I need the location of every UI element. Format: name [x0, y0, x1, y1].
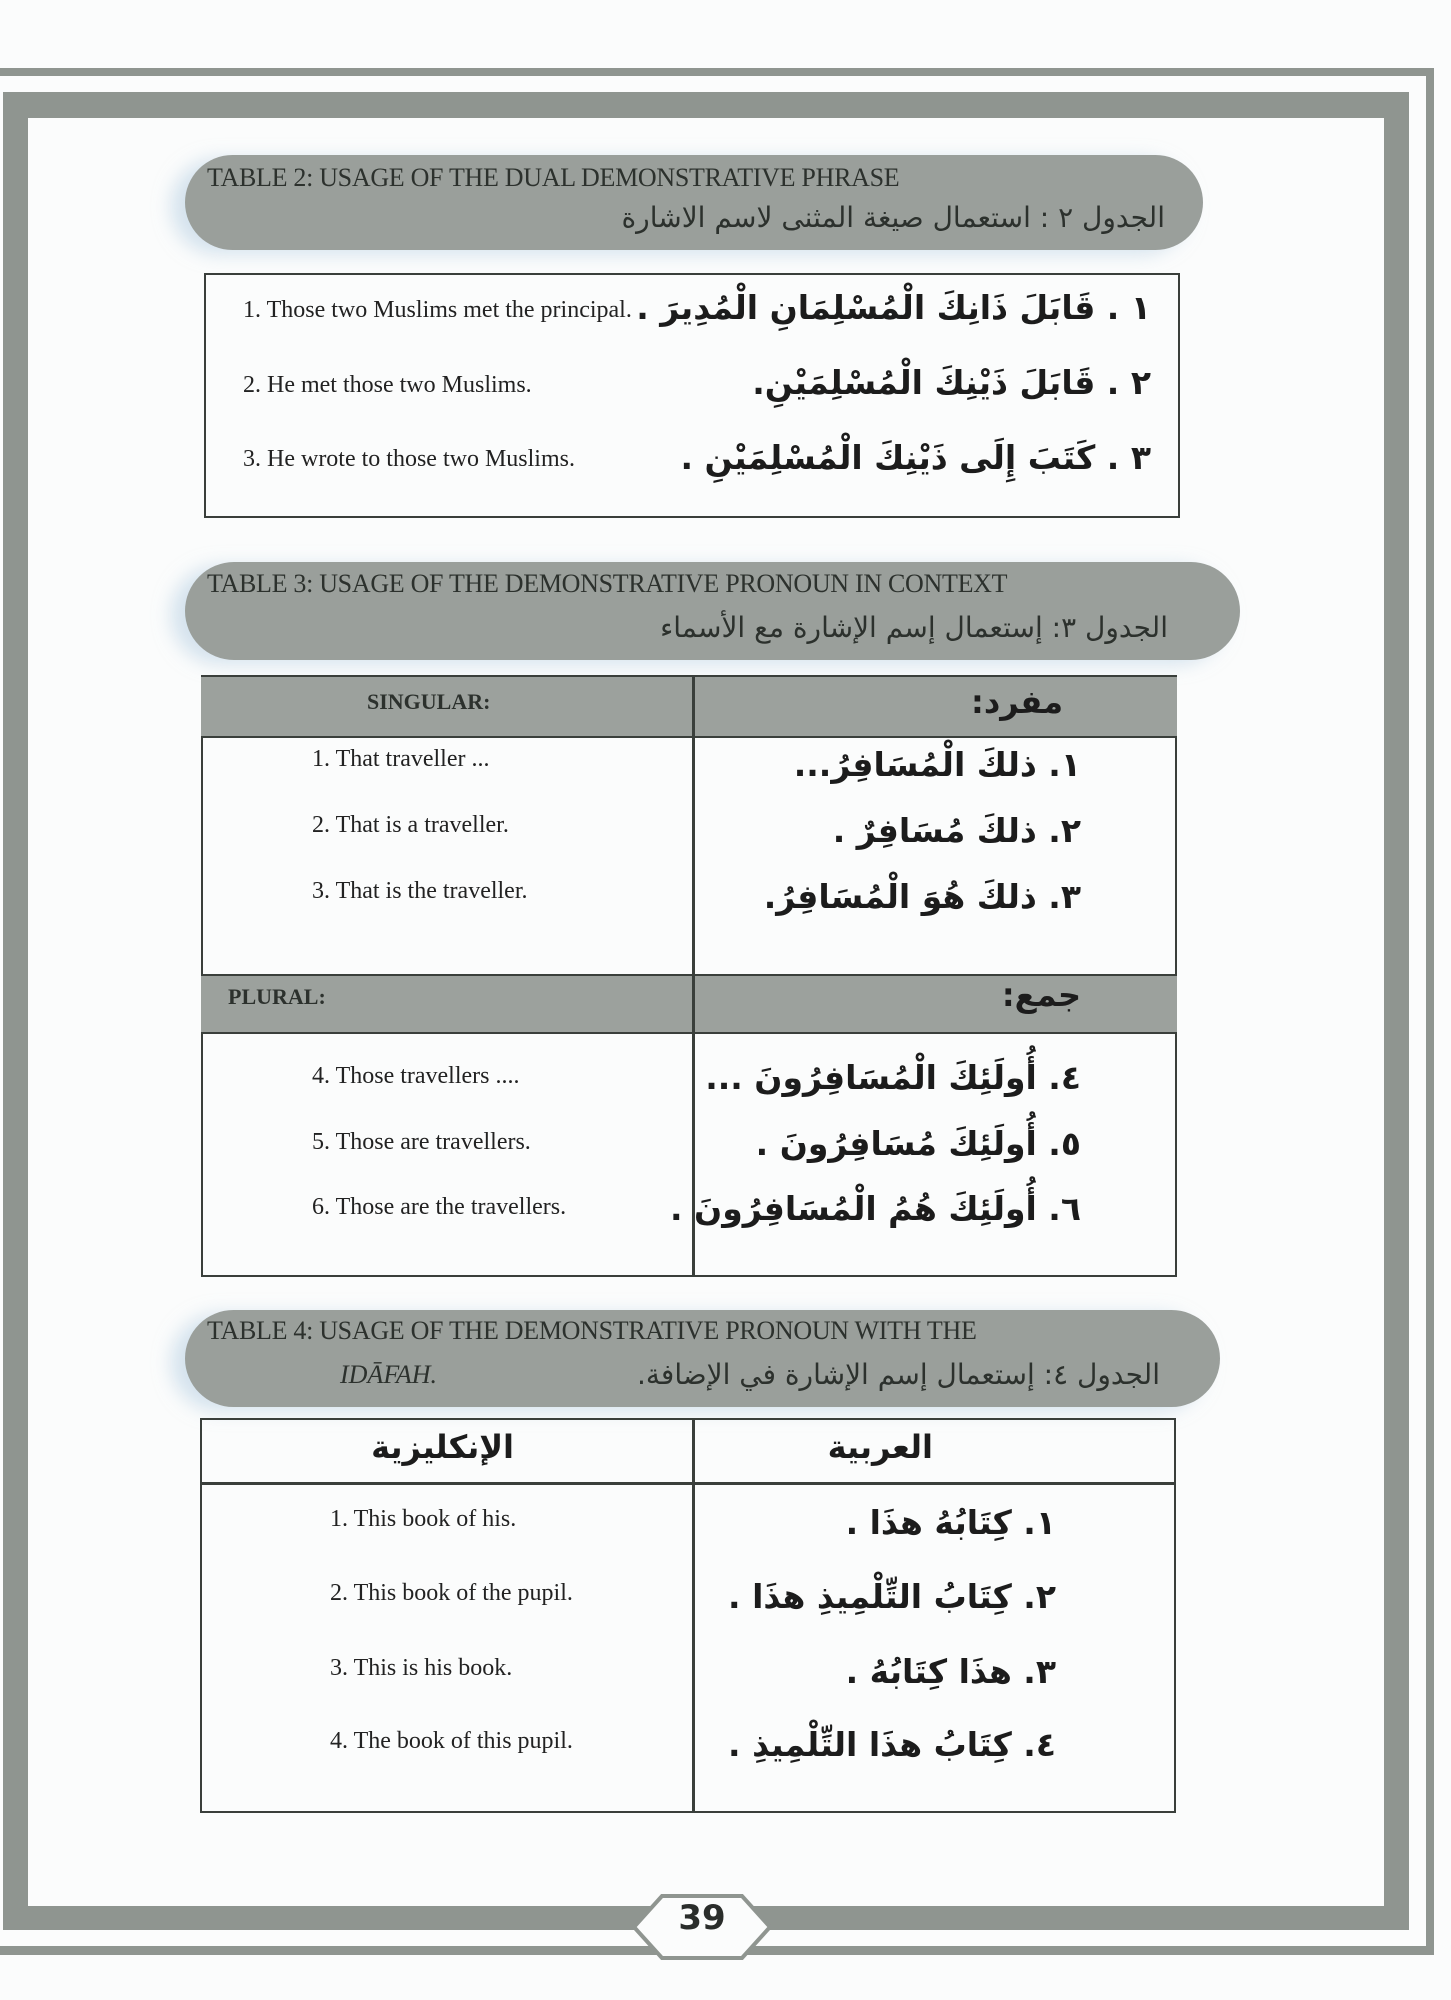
table-2-row-1-en: 1. Those two Muslims met the principal.	[243, 297, 632, 323]
table-4-title-ar: الجدول ٤: إستعمال إسم الإشارة في الإضافة.	[637, 1358, 1160, 1391]
table-2-title-ar: الجدول ٢ : استعمال صيغة المثنى لاسم الاشارة	[621, 201, 1165, 234]
table-4-title-en: TABLE 4: USAGE OF THE DEMONSTRATIVE PRONOUN WITH THE	[207, 1316, 977, 1345]
table-4-header-english-col: الإنكليزية	[371, 1428, 514, 1466]
table-3-row-5-en: 5. Those are travellers.	[312, 1129, 531, 1155]
table-4-row-3-ar: ٣. هذَا كِتَابُهُ .	[845, 1652, 1056, 1691]
table-4-title-en-line2: IDĀFAH.	[340, 1360, 438, 1389]
table-2-title-banner	[185, 155, 1203, 250]
table-4-row-2-en: 2. This book of the pupil.	[330, 1580, 573, 1606]
table-4-row-3-en: 3. This is his book.	[330, 1655, 513, 1681]
table-3-title-en: TABLE 3: USAGE OF THE DEMONSTRATIVE PRONOUN IN CONTEXT	[207, 569, 1008, 598]
table-2-row-3-en: 3. He wrote to those two Muslims.	[243, 446, 575, 472]
table-2-row-2-en: 2. He met those two Muslims.	[243, 372, 532, 398]
table-3-title-banner	[185, 562, 1240, 660]
table-2-row-1-ar: ١ . قَابَلَ ذَانِكَ الْمُسْلِمَانِ الْمُدِيرَ .	[636, 288, 1151, 327]
table-4-row-4-ar: ٤. كِتَابُ هذَا التِّلْمِيذِ .	[728, 1725, 1056, 1764]
outer-frame-right	[1426, 68, 1434, 1955]
table-3-plural-label-ar: جمع:	[1001, 976, 1081, 1014]
table-3-row-5-ar: ٥. أُولَئِكَ مُسَافِرُونَ .	[755, 1124, 1081, 1163]
page-number: 39	[678, 1898, 726, 1938]
table-3-row-6-en: 6. Those are the travellers.	[312, 1194, 567, 1220]
table-4-row-2-ar: ٢. كِتَابُ التِّلْمِيذِ هذَا .	[728, 1577, 1056, 1616]
table-3-row-4-en: 4. Those travellers ....	[312, 1063, 520, 1089]
table-3-title-ar: الجدول ٣: إستعمال إسم الإشارة مع الأسماء	[660, 611, 1168, 644]
table-3-singular-label-ar: مفرد:	[971, 683, 1063, 721]
table-3-row-2-ar: ٢. ذلكَ مُسَافِرٌ .	[832, 811, 1081, 850]
inner-frame-top	[3, 92, 1409, 118]
table-3-row-6-ar: ٦. أُولَئِكَ هُمُ الْمُسَافِرُونَ .	[670, 1189, 1081, 1228]
inner-frame-left	[3, 92, 28, 1930]
table-3-row-1-en: 1. That traveller ...	[312, 746, 490, 772]
table-4-row-4-en: 4. The book of this pupil.	[330, 1728, 573, 1754]
table-3-row-3-ar: ٣. ذلكَ هُوَ الْمُسَافِرُ.	[763, 877, 1081, 916]
table-2-title-en: TABLE 2: USAGE OF THE DUAL DEMONSTRATIVE PHRASE	[207, 163, 900, 192]
outer-frame-top	[0, 68, 1434, 76]
table-3-singular-label-en: SINGULAR:	[367, 689, 491, 714]
table-3-column-divider	[692, 675, 695, 1277]
table-4-header-arabic-col: العربية	[827, 1428, 933, 1466]
table-4-column-divider	[692, 1418, 695, 1813]
table-3-row-2-en: 2. That is a traveller.	[312, 812, 509, 838]
table-4-title-banner	[185, 1310, 1220, 1407]
table-4-row-1-en: 1. This book of his.	[330, 1506, 517, 1532]
inner-frame-right	[1384, 92, 1409, 1930]
table-3-row-4-ar: ٤. أُولَئِكَ الْمُسَافِرُونَ ...	[705, 1058, 1081, 1097]
table-2-row-2-ar: ٢ . قَابَلَ ذَيْنِكَ الْمُسْلِمَيْنِ.	[752, 363, 1151, 402]
table-4-header-rule	[200, 1482, 1176, 1485]
table-3-row-1-ar: ١. ذلكَ الْمُسَافِرُ...	[793, 745, 1081, 784]
table-2-row-3-ar: ٣ . كَتَبَ إِلَى ذَيْنِكَ الْمُسْلِمَيْنِ .	[680, 438, 1151, 477]
table-4-row-1-ar: ١. كِتَابُهُ هذَا .	[845, 1503, 1056, 1542]
table-3-row-3-en: 3. That is the traveller.	[312, 878, 528, 904]
table-3-plural-label-en: PLURAL:	[228, 984, 326, 1009]
